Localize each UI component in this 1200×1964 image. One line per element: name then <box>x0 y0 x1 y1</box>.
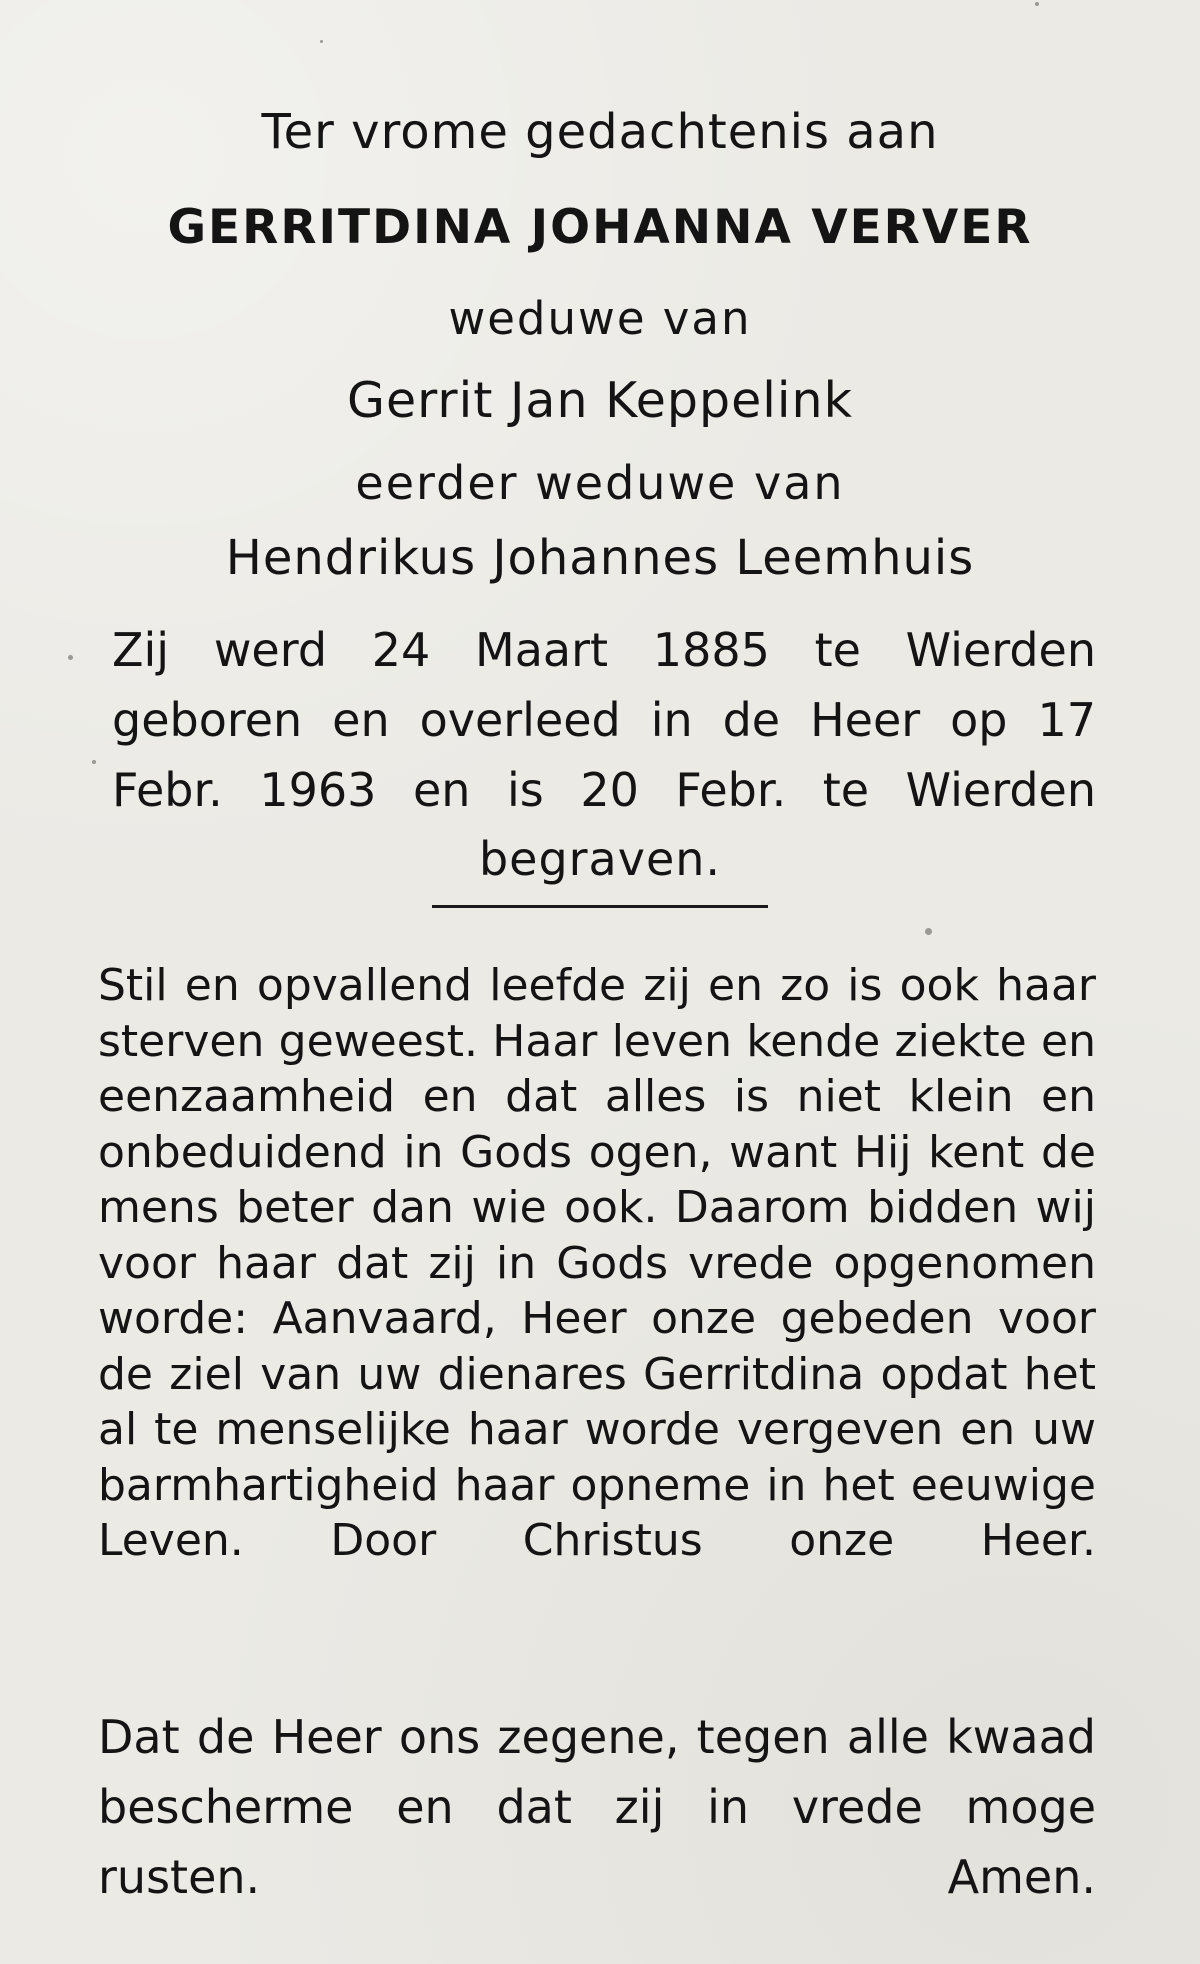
first-husband-name: Hendrikus Johannes Leemhuis <box>225 530 975 586</box>
blessing-paragraph: Dat de Heer ons zegene, tegen alle kwaad bescherme en dat zij in vrede moge rusten. Amen. <box>98 1710 1096 1904</box>
life-dates-paragraph: Zij werd 24 Maart 1885 te Wierden geboren en overleed in de Heer op 17 Febr. 1963 en is 20 Febr. te Wierden <box>112 623 1096 817</box>
husband-name: Gerrit Jan Keppelink <box>347 372 853 429</box>
divider-rule <box>432 905 768 908</box>
intro-line: Ter vrome gedachtenis aan <box>261 104 939 160</box>
widow-of-label: weduwe van <box>448 292 752 345</box>
life-dates-last-line: begraven. <box>478 832 722 886</box>
deceased-name: GERRITDINA JOHANNA VERVER <box>167 200 1033 255</box>
prayer-paragraph: Stil en opvallend leefde zij en zo is ook haar sterven geweest. Haar leven kende ziekte en eenzaamheid en dat alles is niet klein en onbeduidend in Gods ogen, want Hij kent de mens beter dan wie ook. Daarom bidden wij voor haar dat zij in Gods vrede opgenomen worde: Aanvaard, Heer onze gebeden voor de ziel van uw dienares Gerritdina opdat het al te menselijke haar worde vergeven en uw barmhartigheid haar opneme in het eeuwige Leven. Door Christus onze Heer. <box>98 960 1096 1566</box>
earlier-widow-label: eerder weduwe van <box>355 456 845 510</box>
